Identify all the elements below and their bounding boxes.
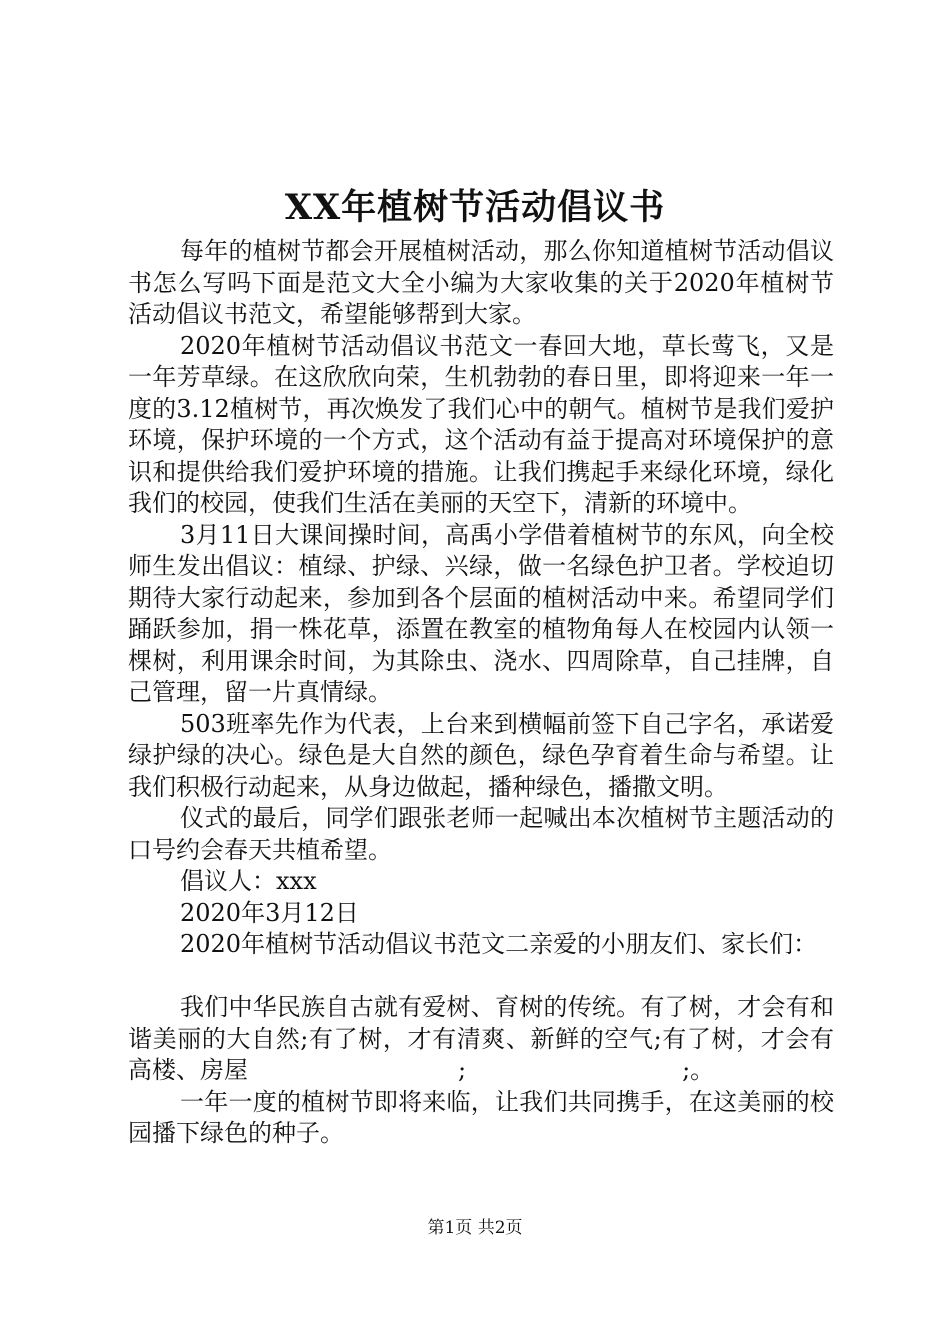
semicolon-separator: ; bbox=[458, 1056, 467, 1084]
document-title: XX年植树节活动倡议书 bbox=[284, 187, 666, 228]
blank-line bbox=[128, 961, 834, 993]
paragraph-class-503: 503班率先作为代表，上台来到横幅前签下自己字名，承诺爱绿护绿的决心。绿色是大自然的颜色，绿色孕育着生命与希望。让我们积极行动起来，从身边做起，播种绿色，播撒文明。 bbox=[128, 709, 834, 801]
semicolon-period-separator: ;。 bbox=[682, 1056, 715, 1084]
page-footer: 第1页 共2页 bbox=[427, 1218, 523, 1238]
initiator-line: 倡议人：xxx bbox=[180, 867, 317, 895]
paragraph-sample-two-heading: 2020年植树节活动倡议书范文二亲爱的小朋友们、家长们： bbox=[180, 930, 818, 958]
date-line: 2020年3月12日 bbox=[180, 898, 359, 927]
paragraph-tradition bbox=[128, 992, 834, 1087]
paragraph-tradition-text: 我们中华民族自古就有爱树、育树的传统。有了树，才会有和谐美丽的大自然;有了树，才有清爽、新鲜的空气;有了树，才会有高楼、房屋 bbox=[128, 993, 834, 1084]
paragraph-call-to-action: 一年一度的植树节即将来临，让我们共同携手，在这美丽的校园播下绿色的种子。 bbox=[128, 1087, 834, 1147]
document-body bbox=[128, 236, 834, 1150]
paragraph-event: 3月11日大课间操时间，高禹小学借着植树节的东风，向全校师生发出倡议：植绿、护绿、兴绿，做一名绿色护卫者。学校迫切期待大家行动起来，参加到各个层面的植树活动中来。希望同学们踊跃参加，捐一株花草，添置在教室的植物角每人在校园内认领一棵树，利用课余时间，为其除虫、浇水、四周除草，自己挂牌，自己管理，留一片真情绿。 bbox=[128, 520, 834, 706]
paragraph-sample-one: 2020年植树节活动倡议书范文一春回大地，草长莺飞，又是一年芳草绿。在这欣欣向荣，生机勃勃的春日里，即将迎来一年一度的3.12植树节，再次焕发了我们心中的朝气。植树节是我们爱护环境，保护环境的一个方式，这个活动有益于提高对环境保护的意识和提供给我们爱护环境的措施。让我们携起手来绿化环境，绿化我们的校园，使我们生活在美丽的天空下，清新的环境中。 bbox=[128, 331, 834, 517]
paragraph-closing: 仪式的最后，同学们跟张老师一起喊出本次植树节主题活动的口号约会春天共植希望。 bbox=[128, 804, 834, 864]
paragraph-intro: 每年的植树节都会开展植树活动，那么你知道植树节活动倡议书怎么写吗下面是范文大全小编为大家收集的关于2020年植树节活动倡议书范文，希望能够帮到大家。 bbox=[128, 237, 834, 328]
